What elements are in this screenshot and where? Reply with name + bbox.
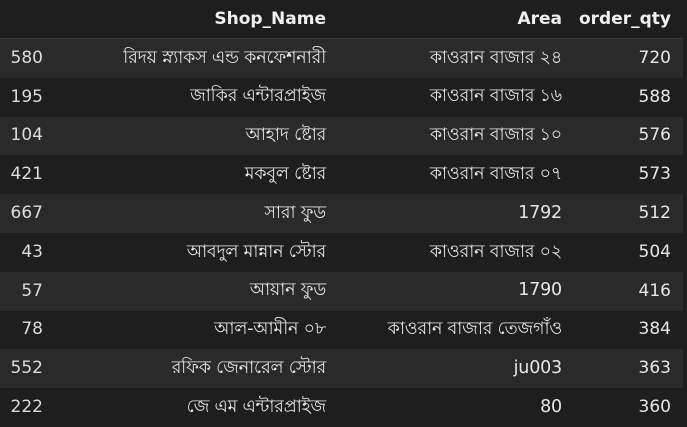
order-qty-cell: 720	[638, 47, 671, 68]
table-row	[0, 194, 683, 233]
table-row	[0, 233, 683, 272]
area-cell: কাওরান বাজার ১০	[429, 125, 562, 146]
shop-name-cell: রফিক জেনারেল স্টোর	[171, 358, 326, 379]
row-index: 667	[10, 203, 43, 224]
shop-name-cell: মকবুল ষ্টোর	[244, 164, 326, 185]
index-header	[0, 0, 56, 39]
area-cell: কাওরান বাজার ১৬	[429, 86, 562, 107]
shop-name-cell: জাকির এন্টারপ্রাইজ	[190, 86, 326, 107]
table-row	[0, 78, 683, 117]
order-qty-header: order_qty	[574, 0, 683, 39]
order-qty-cell: 512	[638, 203, 671, 224]
row-index: 195	[10, 86, 43, 107]
table-row	[0, 155, 683, 194]
row-index: 552	[10, 358, 43, 379]
row-index: 104	[10, 125, 43, 146]
shop-name-cell: আবদুল মান্নান স্টোর	[186, 241, 326, 262]
shop-name-cell: সারা ফুড	[264, 202, 326, 223]
order-qty-cell: 504	[638, 241, 671, 262]
order-qty-cell: 416	[638, 280, 671, 301]
table-row	[0, 388, 683, 427]
table-row	[0, 311, 683, 350]
area-cell: কাওরান বাজার তেজগাঁও	[387, 319, 562, 340]
area-cell: 1792	[518, 202, 562, 223]
order-qty-cell: 576	[638, 125, 671, 146]
row-index: 580	[10, 47, 43, 68]
area-cell: কাওরান বাজার ০২	[429, 241, 562, 262]
area-cell: 80	[540, 396, 562, 417]
table-row	[0, 349, 683, 388]
order-qty-cell: 363	[638, 358, 671, 379]
row-index: 43	[21, 241, 43, 262]
header-row	[0, 0, 683, 39]
area-cell: 1790	[518, 280, 562, 301]
area-cell: কাওরান বাজার ০৭	[429, 164, 562, 185]
row-index: 222	[10, 397, 43, 418]
shop-name-cell: আল-আমীন ০৮	[214, 319, 326, 340]
table-row	[0, 39, 683, 78]
row-index: 421	[10, 164, 43, 185]
area-header: Area	[338, 0, 574, 39]
shop-name-cell: আহাদ ষ্টোর	[245, 125, 326, 146]
shop-name-header: Shop_Name	[56, 0, 338, 39]
table-row	[0, 117, 683, 156]
order-qty-cell: 588	[638, 86, 671, 107]
order-qty-cell: 384	[638, 319, 671, 340]
shop-name-cell: আয়ান ফুড	[249, 280, 326, 301]
area-cell: ju003	[513, 358, 562, 379]
shop-name-cell: রিদয় স্ন্যাকস এন্ড কনফেশনারী	[123, 47, 326, 68]
row-index: 57	[21, 280, 43, 301]
area-cell: কাওরান বাজার ২৪	[429, 47, 562, 68]
order-qty-cell: 573	[638, 164, 671, 185]
order-qty-cell: 360	[638, 397, 671, 418]
row-index: 78	[21, 319, 43, 340]
table-row	[0, 272, 683, 311]
shop-name-cell: জে এম এন্টারপ্রাইজ	[186, 396, 326, 417]
